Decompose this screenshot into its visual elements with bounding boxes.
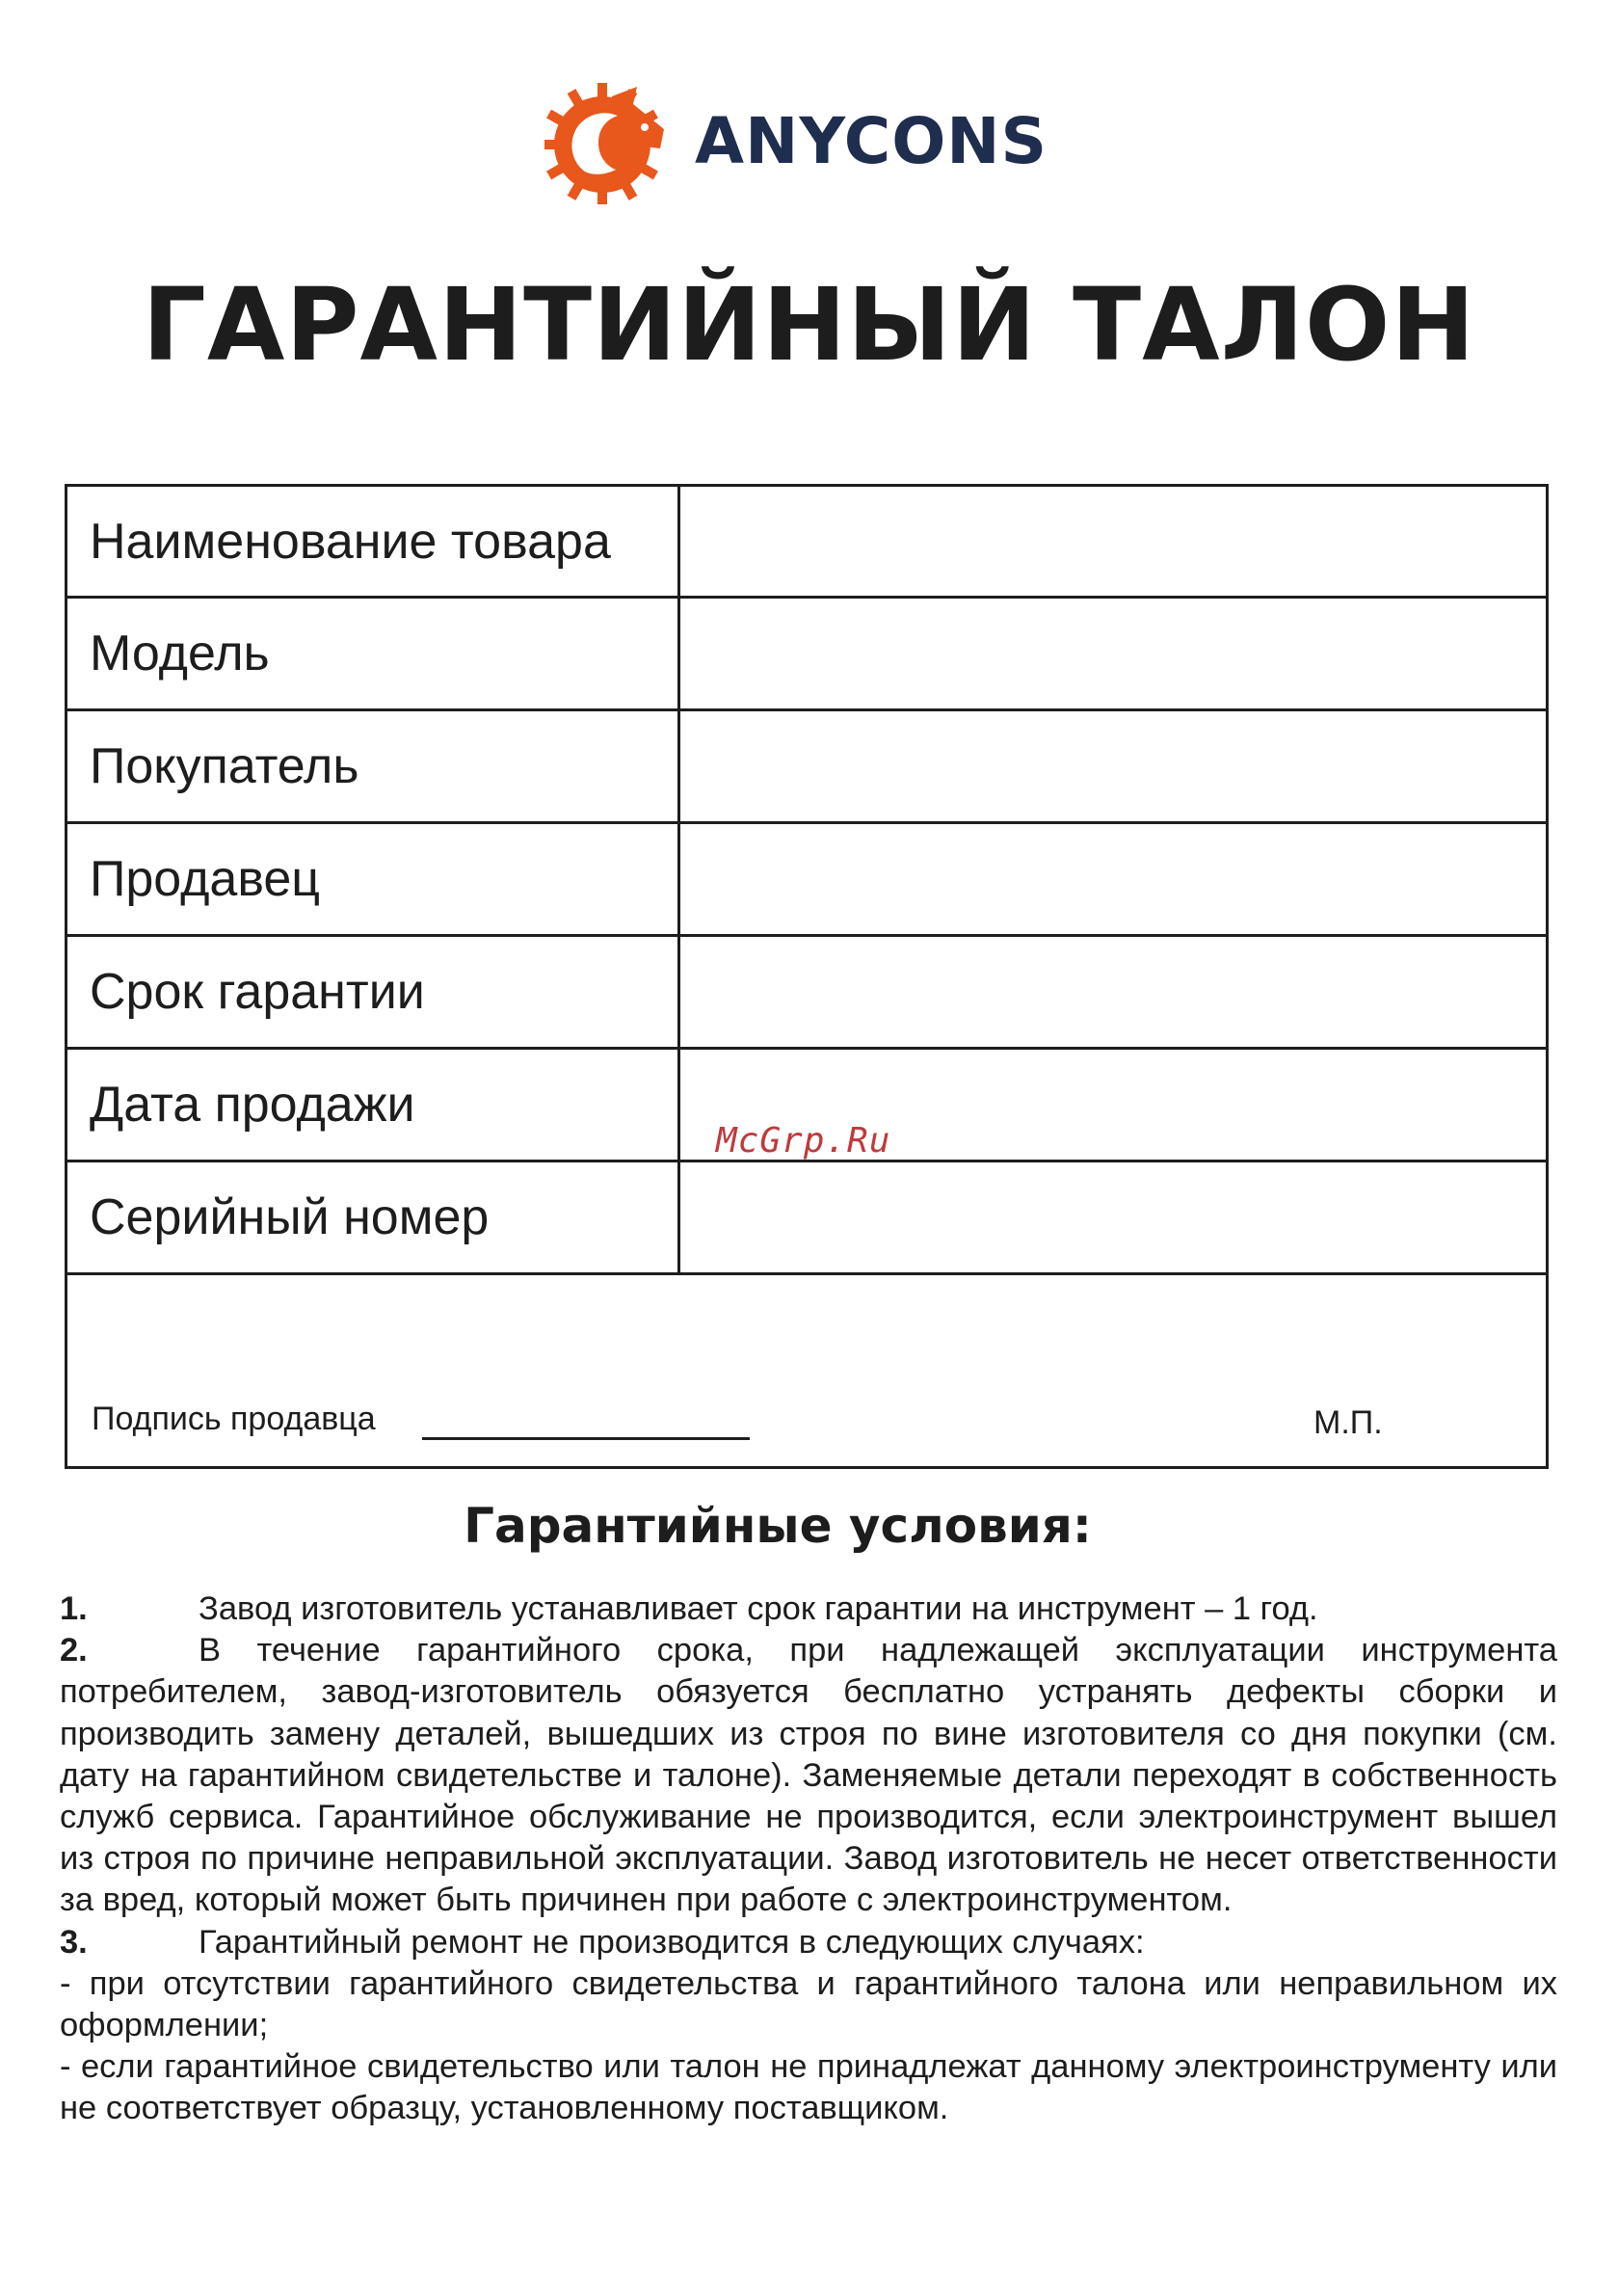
form-value-warranty-period[interactable] <box>680 937 1546 1047</box>
signature-label: Подпись продавца <box>92 1401 376 1437</box>
form-row-warranty-period <box>67 937 1546 1050</box>
condition-text: Завод изготовитель устанавливает срок гарантии на инструмент – 1 год. <box>199 1590 1318 1627</box>
brand-logo <box>544 79 1048 204</box>
condition-bullet: - если гарантийное свидетельство или талон не принадлежат данному электроинструменту или не соответствует образцу, установленному поставщиком. <box>60 2048 1557 2127</box>
form-row-product-name <box>67 487 1546 599</box>
condition-number: 1. <box>60 1590 88 1627</box>
signature-line[interactable] <box>422 1437 750 1440</box>
form-value-buyer[interactable] <box>680 711 1546 821</box>
page-title: ГАРАНТИЙНЫЙ ТАЛОН <box>142 266 1476 384</box>
form-label-sale-date: Дата продажи <box>67 1050 680 1160</box>
condition-number: 2. <box>60 1632 88 1669</box>
form-value-seller[interactable] <box>680 824 1546 934</box>
conditions-title: Гарантийные условия: <box>464 1498 1092 1554</box>
watermark: McGrp.Ru <box>716 1121 891 1161</box>
condition-text: Гарантийный ремонт не производится в следующих случаях: <box>199 1923 1145 1961</box>
horse-gear-logo-icon <box>544 79 670 204</box>
form-label-serial-number: Серийный номер <box>67 1162 680 1272</box>
form-value-model[interactable] <box>680 599 1546 708</box>
condition-number: 3. <box>60 1923 88 1961</box>
form-label-seller: Продавец <box>67 824 680 934</box>
form-value-product-name[interactable] <box>680 487 1546 596</box>
condition-item <box>60 1630 1557 1921</box>
form-row-seller <box>67 824 1546 937</box>
form-row-serial-number <box>67 1162 1546 1275</box>
form-label-model: Модель <box>67 599 680 708</box>
form-label-warranty-period: Срок гарантии <box>67 937 680 1047</box>
form-label-product-name: Наименование товара <box>67 487 680 596</box>
condition-text: В течение гарантийного срока, при надлежащей эксплуатации инструмента потребителем, завод-изготовитель обязуется бесплатно устранять дефекты сборки и производить замену деталей, вышедших из строя по вине изготовителя со дня покупки (см. дату на гарантийном свидетельстве и талоне). Заменяемые детали переходят в собственность служб сервиса. Гарантийное обслуживание не производится, если электроинструмент вышел из строя по причине неправильной эксплуатации. Завод изготовитель не несет ответственности за вред, который может быть причинен при работе с электроинструментом. <box>60 1632 1557 1919</box>
form-label-buyer: Покупатель <box>67 711 680 821</box>
brand-name: ANYCONS <box>695 104 1048 178</box>
condition-item <box>60 1589 1557 1630</box>
warranty-form <box>65 484 1549 1469</box>
signature-area <box>67 1275 1546 1466</box>
conditions-text <box>60 1589 1557 2130</box>
form-row-buyer <box>67 711 1546 824</box>
form-value-serial-number[interactable] <box>680 1162 1546 1272</box>
form-row-model <box>67 599 1546 711</box>
stamp-label: М.П. <box>1313 1404 1383 1441</box>
condition-item <box>60 1922 1557 1963</box>
condition-bullet: - при отсутствии гарантийного свидетельства и гарантийного талона или неправильном их оформлении; <box>60 1964 1557 2044</box>
